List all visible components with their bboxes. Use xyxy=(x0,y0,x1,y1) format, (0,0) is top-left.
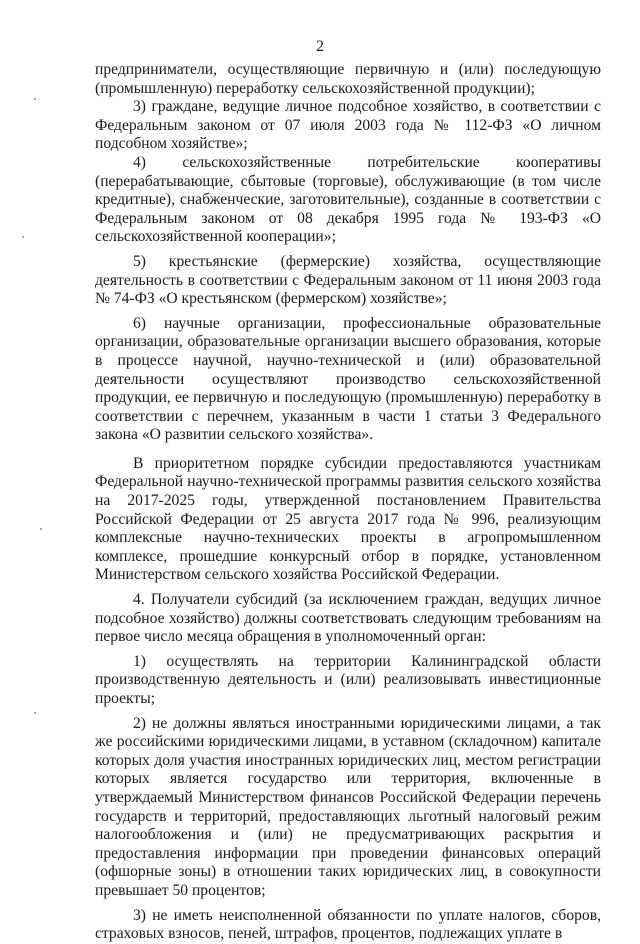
paragraph-section-4: 4. Получатели субсидий (за исключением граждан, ведущих личное подсобное хозяйство) должны соответствовать следующим требованиям на первое число месяца обращения в уполномоченный орган: xyxy=(95,591,601,646)
paragraph-item-5: 5) крестьянские (фермерские) хозяйства, осуществляющие деятельность в соответствии с Федеральным законом от 11 июня 2003 года № 74-ФЗ «О крестьянском (фермерском) хозяйстве»; xyxy=(95,252,601,308)
paragraph-priority: В приоритетном порядке субсидии предоставляются участникам Федеральной научно-технической программы развития сельского хозяйства на 2017-2025 годы, утвержденной постановлением Правительства Российской Федерации от 25 августа 2017 года № 996, реализующим комплексные научно-технических проекты в агропромышленном комплексе, прошедшие конкурсный отбор в порядке, установленном Министерством сельского хозяйства Российской Федерации. xyxy=(95,454,601,584)
paragraph-item-6: 6) научные организации, профессиональные образовательные организации, образовательные организации высшего образования, которые в процессе научной, научно-технической и (или) образовательной деятельности осуществляют производство сельскохозяйственной продукции, ее первичную и последующую (промышленную) переработку в соответствии с перечнем, указанным в части 1 статьи 3 Федерального закона «О развитии сельского хозяйства». xyxy=(95,314,601,444)
page-number: 2 xyxy=(316,38,324,55)
paragraph-req-2: 2) не должны являться иностранными юридическими лицами, а так же российскими юридическими лицами, в уставном (складочном) капитале которых доля участия иностранных юридических лиц, местом регистрации которых является государство или территория, включенные в утверждаемый Министерством финансов Российской Федерации перечень государств и территорий, предоставляющих льготный налоговый режим налогообложения и (или) не предусматривающих раскрытия и предоставления информации при проведении финансовых операций (офшорные зоны) в отношении таких юридических лиц, в совокупности превышает 50 процентов; xyxy=(95,714,601,899)
scan-speck xyxy=(34,98,36,100)
paragraph-item-3: 3) граждане, ведущие личное подсобное хозяйство, в соответствии с Федеральным законом от 07 июля 2003 года № 112-ФЗ «О личном подсобном хозяйстве»; xyxy=(95,98,601,153)
paragraph-req-1: 1) осуществлять на территории Калининградской области производственную деятельность и (или) реализовывать инвестиционные проекты; xyxy=(95,652,601,707)
paragraph-req-3: 3) не иметь неисполненной обязанности по уплате налогов, сборов, страховых взносов, пеней, штрафов, процентов, подлежащих уплате в xyxy=(95,906,601,943)
scan-speck xyxy=(34,712,36,714)
scan-speck xyxy=(22,236,24,238)
paragraph-item-4: 4) сельскохозяйственные потребительские кооперативы (перерабатывающие, сбытовые (торговые), обслуживающие (в том числе кредитные), снабженческие, заготовительные), созданные в соответствии с Федеральным законом от 08 декабря 1995 года № 193-ФЗ «О сельскохозяйственной кооперации»; xyxy=(95,153,601,246)
paragraph-continuation: предприниматели, осуществляющие первичную и (или) последующую (промышленную) переработку сельскохозяйственной продукции); xyxy=(95,61,601,97)
document-body xyxy=(95,61,601,944)
scan-speck xyxy=(40,528,42,530)
